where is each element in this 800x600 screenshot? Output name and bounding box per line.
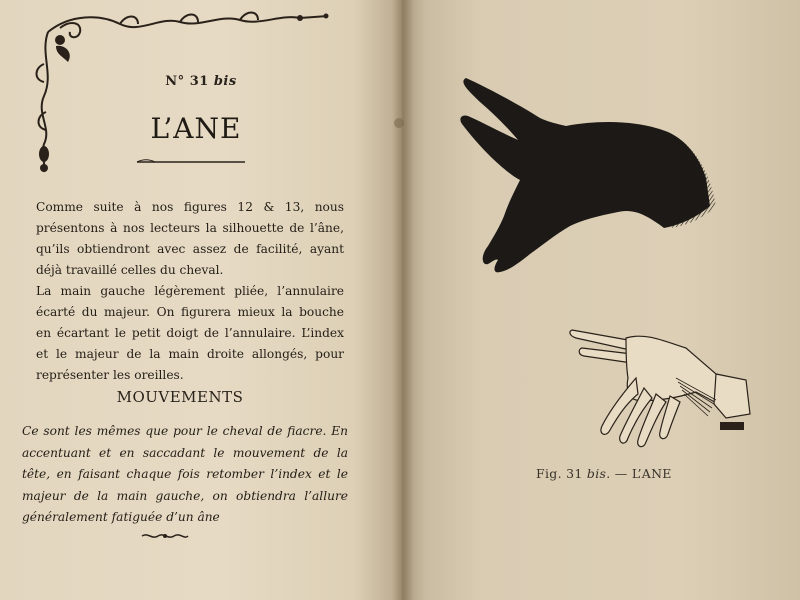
caption-title: — L’ANE xyxy=(614,466,672,481)
movements-text: Ce sont les mêmes que pour le cheval de fiacre. En accentuant et en saccadant le mouvement de la tête, en faisant chaque fois retomber l’index et le majeur de la main gauche, on obtiendra l’allure généralement fatiguée d’un âne xyxy=(22,424,348,524)
figure-number-suffix: bis xyxy=(213,74,237,89)
paragraph-hands: La main gauche légèrement pliée, l’annulaire écarté du majeur. On figurera mieux la bouche en écartant le petit doigt de l’annulaire. L’index et le majeur de la main droite allongés, pour représenter les oreilles. xyxy=(36,284,344,382)
binding-mark xyxy=(394,118,404,128)
hand-position-icon xyxy=(566,318,756,458)
figure-number xyxy=(0,74,402,89)
footer-ornament-icon xyxy=(140,531,190,541)
figure-caption xyxy=(536,466,672,481)
paragraph-intro: Comme suite à nos figures 12 & 13, nous présentons à nos lecteurs la silhouette de l’âne, qu’ils obtiendront avec assez de facilité, ayant déjà travaillé celles du cheval. xyxy=(36,200,344,277)
body-text xyxy=(36,197,344,386)
title-rule-divider xyxy=(135,157,247,167)
caption-prefix: Fig. 31 xyxy=(536,466,583,481)
donkey-shadow-icon xyxy=(448,66,728,281)
section-heading: MOUVEMENTS xyxy=(116,388,244,406)
figure-number-label: N° 31 xyxy=(165,74,209,89)
caption-suffix: bis. xyxy=(586,466,611,481)
book-gutter xyxy=(392,0,414,600)
page-title: L’ANE xyxy=(150,112,242,145)
